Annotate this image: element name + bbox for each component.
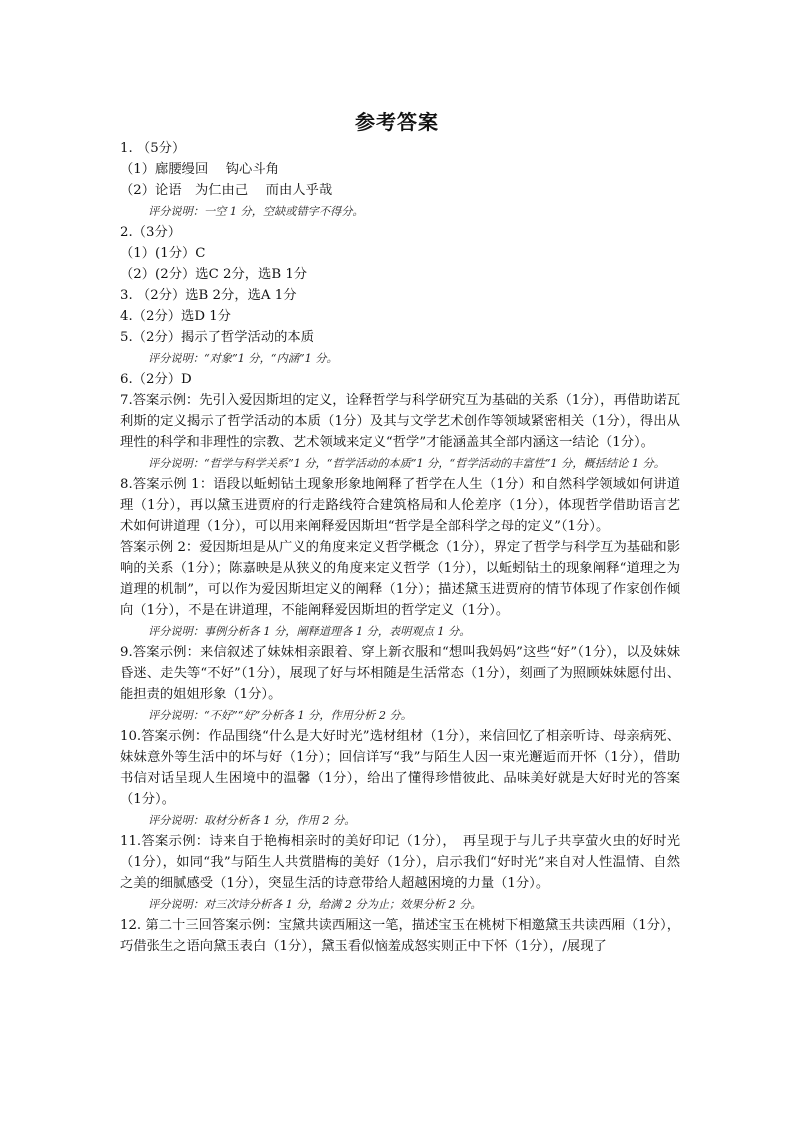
scoring-note: 评分说明：取材分析各 1 分，作用 2 分。 bbox=[148, 814, 356, 827]
answer-item: 7.答案示例：先引入爱因斯坦的定义，诠释哲学与科学研究互为基础的关系（1分），再借助诺瓦利斯的定义揭示了哲学活动的本质（1分）及其与文学艺术创作等领域紧密相关（1分），得出从理性的科学和非理性的宗教、艺术领域来定义“哲学”才能涵盖其全部内涵这一结论（1分）。 bbox=[120, 393, 680, 450]
answer-item: 12. 第二十三回答案示例：宝黛共读西厢这一笔，描述宝玉在桃树下相邀黛玉共读西厢（1分），巧借张生之语向黛玉表白（1分），黛玉看似恼羞成怒实则正中下怀（1分），/展现了 bbox=[120, 918, 680, 954]
scoring-note: 评分说明：事例分析各 1 分，阐释道理各 1 分，表明观点 1 分。 bbox=[148, 625, 471, 638]
answer-item: 10.答案示例：作品围绕“什么是大好时光”选材组材（1分），来信回忆了相亲听诗、母亲病死、妹妹意外等生活中的坏与好（1分）；回信详写“我”与陌生人因一束光邂逅而开怀（1分），借助书信对话呈现人生困境中的温馨（1分），给出了懂得珍惜彼此、品味美好就是大好时光的答案（1分）。 bbox=[120, 729, 680, 807]
answer-item: （1）(1分）C bbox=[120, 246, 206, 261]
scoring-note: 评分说明：一空 1 分，空缺或错字不得分。 bbox=[148, 205, 364, 218]
answer-item: 4.（2分）选D 1分 bbox=[120, 309, 231, 324]
page-title: 参考答案 bbox=[355, 110, 439, 134]
answer-item: 3. （2分）选B 2分，选A 1分 bbox=[120, 288, 297, 303]
answer-item: 2.（3分） bbox=[120, 225, 182, 240]
answer-item: 11.答案示例：诗来自于艳梅相亲时的美好印记（1分）， 再呈现于与儿子共享萤火虫的好时光（1分），如同“我”与陌生人共赏腊梅的美好（1分），启示我们“好时光”来自对人性温情、自然之美的细腻感受（1分），突显生活的诗意带给人超越困境的力量（1分）。 bbox=[120, 834, 680, 891]
answer-item: （1）廊腰缦回 钩心斗角 bbox=[120, 162, 279, 177]
scoring-note: 评分说明：“对象”1 分，“内涵”1 分。 bbox=[148, 352, 338, 365]
scoring-note: 评分说明：“不好”“好”分析各 1 分，作用分析 2 分。 bbox=[148, 709, 412, 722]
scoring-note: 评分说明：“哲学与科学关系”1 分，“哲学活动的本质”1 分，“哲学活动的丰富性”1 分，概括结论 1 分。 bbox=[148, 457, 665, 470]
answer-item: 9.答案示例：来信叙述了妹妹相亲跟着、穿上新衣服和“想叫我妈妈”这些“好”（1分），以及妹妹昏迷、走失等“不好”（1分），展现了好与坏相随是生活常态（1分），刻画了为照顾妹妹愿付出、能担责的姐姐形象（1分）。 bbox=[120, 645, 680, 702]
answer-list bbox=[120, 138, 680, 957]
answer-item: 1. （5分） bbox=[120, 141, 186, 156]
scoring-note: 评分说明：对三次诗分析各 1 分，给满 2 分为止；效果分析 2 分。 bbox=[148, 898, 482, 911]
answer-item: 答案示例 2：爱因斯坦是从广义的角度来定义哲学概念（1分），界定了哲学与科学互为基础和影响的关系（1分）；陈嘉映是从狭义的角度来定义哲学（1分），以蚯蚓钻土的现象阐释“道理之为道理的机制”，可以作为爱因斯坦定义的阐释（1分）；描述黛玉进贾府的情节体现了作家创作倾向（1分），不是在讲道理，不能阐释爱因斯坦的哲学定义（1分）。 bbox=[120, 540, 680, 618]
answer-item: （2）论语 为仁由己 而由人乎哉 bbox=[120, 183, 333, 198]
answer-item: （2）(2分）选C 2分，选B 1分 bbox=[120, 267, 308, 282]
answer-item: 5.（2分）揭示了哲学活动的本质 bbox=[120, 330, 315, 345]
answer-item: 6.（2分）D bbox=[120, 372, 192, 387]
answer-item: 8.答案示例 1：语段以蚯蚓钻土现象形象地阐释了哲学在人生（1分）和自然科学领域如何讲道理（1分），再以黛玉进贾府的行走路线符合建筑格局和人伦差序（1分），体现哲学借助语言艺术如何讲道理（1分），可以用来阐释爱因斯坦“哲学是全部科学之母的定义”（1分）。 bbox=[120, 477, 680, 534]
